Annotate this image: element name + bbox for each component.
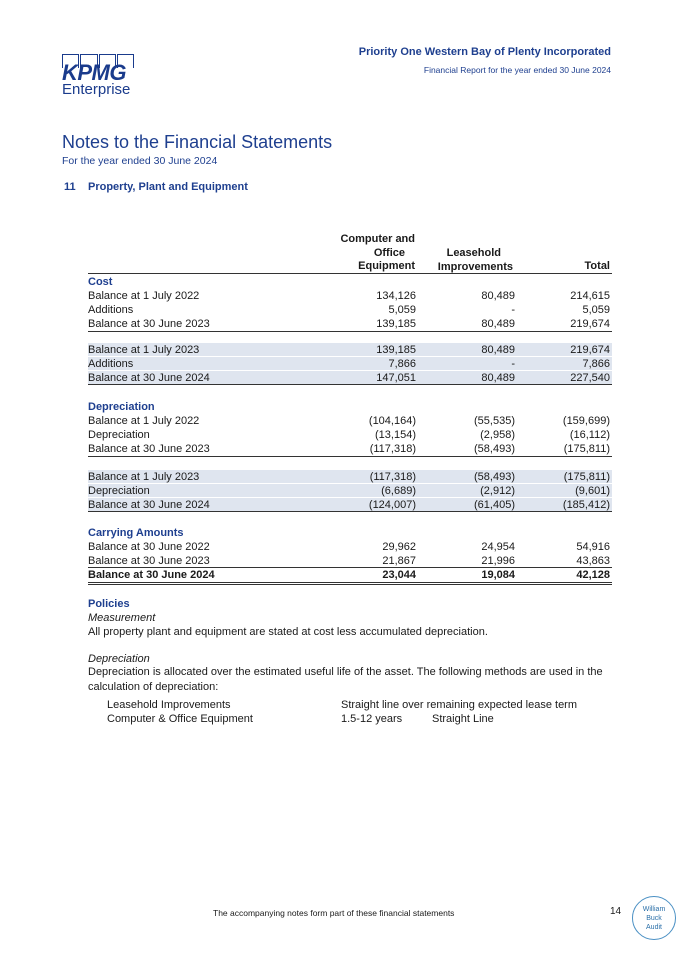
cell-leasehold: -: [511, 304, 515, 316]
cell-total: 42,128: [576, 569, 610, 581]
measurement-text: All property plant and equipment are stated at cost less accumulated depreciation.: [88, 626, 488, 638]
kpmg-logo-text: KPMG: [62, 60, 126, 85]
cell-leasehold: 19,084: [481, 569, 515, 581]
cell-computer: (117,318): [369, 471, 416, 483]
cell-total: 5,059: [582, 304, 610, 316]
cell-computer: 134,126: [376, 290, 416, 302]
cell-computer: (124,007): [368, 499, 416, 511]
col-header-leasehold: [438, 247, 513, 274]
cell-computer: (117,318): [369, 443, 416, 455]
depreciation-policy-heading: Depreciation: [88, 653, 150, 665]
cell-total: 219,674: [570, 318, 610, 330]
policies-heading: Policies: [88, 598, 130, 610]
footer-note: The accompanying notes form part of these financial statements: [213, 908, 455, 918]
page-number: 14: [610, 906, 622, 917]
page-subtitle: For the year ended 30 June 2024: [62, 155, 218, 167]
cell-leasehold: (2,958): [480, 429, 515, 441]
table-row: [88, 540, 612, 554]
method-rate: 1.5-12 years: [341, 713, 403, 725]
table-row: [88, 428, 612, 442]
audit-stamp-line: Buck: [646, 914, 662, 922]
row-label: Balance at 30 June 2023: [88, 555, 210, 567]
row-label: Balance at 1 July 2023: [88, 471, 200, 483]
cell-leasehold: (2,912): [480, 485, 515, 497]
organisation-name: Priority One Western Bay of Plenty Incorporated: [358, 46, 611, 58]
cell-leasehold: 80,489: [481, 344, 515, 356]
table-row: [88, 357, 612, 370]
cell-total: (175,811): [563, 443, 610, 455]
row-label: Balance at 1 July 2022: [88, 415, 200, 427]
row-label: Balance at 30 June 2022: [88, 541, 210, 553]
row-label: Balance at 30 June 2023: [88, 443, 210, 455]
total-double-rule: [88, 582, 612, 585]
cell-computer: 21,867: [382, 555, 416, 567]
cell-computer: (104,164): [368, 415, 416, 427]
section-title: Property, Plant and Equipment: [88, 181, 248, 193]
cell-computer: 147,051: [376, 372, 416, 384]
group-heading-depreciation: Depreciation: [88, 401, 155, 413]
cell-total: (9,601): [575, 485, 610, 497]
row-label: Balance at 30 June 2024: [88, 372, 210, 384]
cell-total: 227,540: [570, 372, 610, 384]
header-rule: [88, 273, 612, 274]
measurement-heading: Measurement: [88, 612, 156, 624]
group-heading-carrying: Carrying Amounts: [88, 527, 184, 539]
cell-leasehold: (58,493): [474, 443, 515, 455]
method-rate: Straight line over remaining expected lease term: [341, 699, 578, 711]
row-label: Balance at 30 June 2023: [88, 318, 210, 330]
cell-leasehold: (58,493): [474, 471, 515, 483]
row-label: Balance at 1 July 2023: [88, 344, 200, 356]
table-row: [88, 303, 612, 317]
row-label: Additions: [88, 358, 134, 370]
audit-stamp-line: Audit: [646, 923, 662, 931]
row-label: Additions: [88, 304, 134, 316]
method-asset: Computer & Office Equipment: [107, 713, 253, 725]
cell-total: (16,112): [569, 429, 610, 441]
cell-leasehold: 80,489: [481, 290, 515, 302]
report-header: [359, 46, 611, 75]
row-label: Depreciation: [88, 485, 150, 497]
col-header-line: Leasehold: [446, 247, 501, 259]
section-number: 11: [64, 181, 76, 193]
cell-total: 54,916: [576, 541, 610, 553]
col-header-line: Office: [373, 246, 405, 259]
cell-computer: 139,185: [376, 318, 416, 330]
cell-leasehold: (55,535): [474, 415, 515, 427]
cell-leasehold: 24,954: [481, 541, 515, 553]
cell-leasehold: 80,489: [481, 318, 515, 330]
cell-leasehold: (61,405): [474, 499, 515, 511]
col-header-line: Computer and: [340, 233, 415, 245]
table-row: [88, 442, 612, 457]
cell-total: (185,412): [562, 499, 610, 511]
depreciation-policy-text: Depreciation is allocated over the estimated useful life of the asset. The following methods are used in the calculation of depreciation:: [88, 666, 603, 693]
table-row: [88, 470, 612, 483]
table-row: [88, 317, 612, 332]
table-row: [88, 567, 612, 582]
cell-total: 43,863: [576, 555, 610, 567]
table-row: [88, 289, 612, 303]
cell-total: 214,615: [570, 290, 610, 302]
cell-computer: 5,059: [388, 304, 416, 316]
section-heading: [64, 181, 248, 193]
cell-leasehold: 80,489: [481, 372, 515, 384]
cell-computer: (6,689): [381, 485, 416, 497]
row-label: Balance at 1 July 2022: [88, 290, 200, 302]
group-heading-cost: Cost: [88, 276, 113, 288]
page-title: Notes to the Financial Statements: [62, 132, 333, 152]
method-type: Straight Line: [432, 713, 494, 725]
table-row: [88, 554, 612, 568]
cell-computer: 7,866: [388, 358, 416, 370]
row-label: Balance at 30 June 2024: [88, 499, 210, 511]
cell-total: (175,811): [563, 471, 610, 483]
cell-computer: 23,044: [382, 569, 416, 581]
kpmg-logo-subtext: Enterprise: [62, 81, 131, 98]
row-label: Balance at 30 June 2024: [88, 569, 215, 581]
col-header-line: Improvements: [437, 260, 513, 273]
cell-computer: (13,154): [375, 429, 416, 441]
cell-total: 7,866: [582, 358, 610, 370]
method-asset: Leasehold Improvements: [107, 699, 231, 711]
col-header-line: Equipment: [358, 260, 415, 272]
kpmg-logo: [62, 54, 134, 98]
cell-computer: 139,185: [376, 344, 416, 356]
cell-total: (159,699): [562, 415, 610, 427]
col-header-computer: [340, 233, 415, 274]
table-row: [88, 498, 612, 512]
table-row: [88, 414, 612, 428]
row-label: Depreciation: [88, 429, 150, 441]
audit-stamp-line: William: [642, 905, 666, 913]
cell-leasehold: 21,996: [481, 555, 515, 567]
table-row: [88, 343, 612, 356]
cell-total: 219,674: [570, 344, 610, 356]
table-row: [88, 371, 612, 385]
table-row: [88, 484, 612, 497]
report-subtitle: Financial Report for the year ended 30 June 2024: [423, 65, 611, 75]
cell-computer: 29,962: [382, 541, 416, 553]
cell-leasehold: -: [511, 358, 515, 370]
col-header-total: Total: [584, 260, 610, 272]
audit-stamp: [632, 896, 676, 940]
